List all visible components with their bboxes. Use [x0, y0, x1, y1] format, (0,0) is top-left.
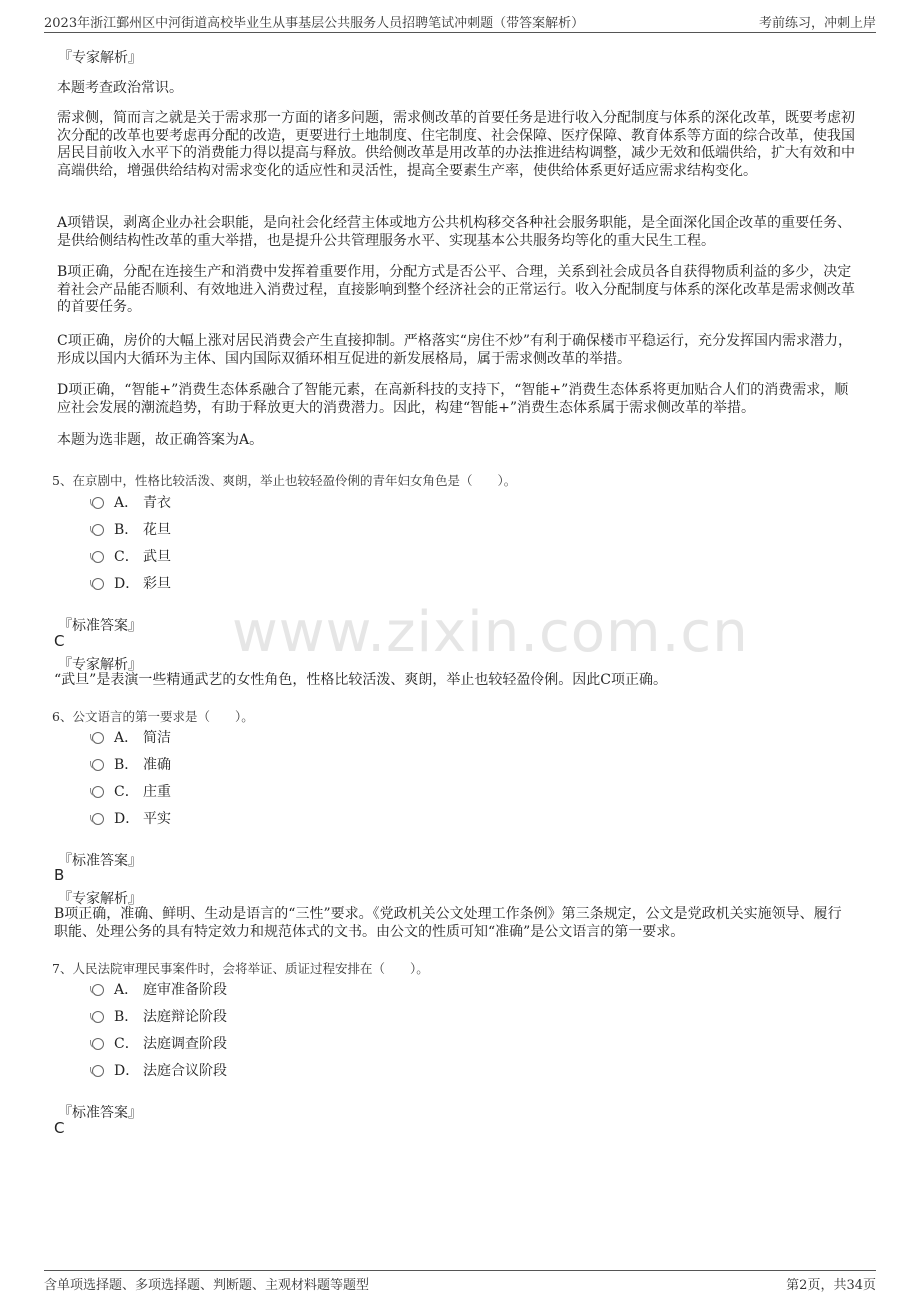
option-letter: C．: [114, 549, 139, 565]
option-text: 法庭调查阶段: [143, 1036, 227, 1052]
option-text: 简洁: [143, 730, 171, 746]
radio-icon[interactable]: [92, 497, 104, 509]
analysis-paragraph: B项正确，分配在连接生产和消费中发挥着重要作用，分配方式是否公平、合理，关系到社会成员各自获得物质利益的多少，决定着社会产品能否顺利、有效地进入消费过程，直接影响到整个经济社会的正常运行。收入分配制度与体系的深化改革是需求侧改革的首要任务。: [57, 264, 855, 315]
option-text: 庄重: [143, 784, 171, 800]
option-letter: B．: [114, 757, 139, 773]
option-letter: B．: [114, 522, 139, 538]
standard-answer: C: [54, 632, 65, 650]
option-letter: A．: [114, 730, 139, 746]
option-text: 花旦: [143, 522, 171, 538]
page-footer: [44, 1270, 876, 1295]
page-header: [44, 10, 876, 33]
question-7-stem: 7、人民法院审理民事案件时，会将举证、质证过程安排在（ ）。: [52, 961, 429, 976]
page-number: 第2页，共34页: [786, 1278, 876, 1293]
option-text: 武旦: [143, 549, 171, 565]
analysis-paragraph: 需求侧，简而言之就是关于需求那一方面的诸多问题，需求侧改革的首要任务是进行收入分配制度与体系的深化改革，既要考虑初次分配的改革也要考虑再分配的改造，更要进行土地制度、住宅制度、社会保障、医疗保障、教育体系等方面的综合改革，使我国居民目前收入水平下的消费能力得以提高与释放。供给侧改革是用改革的办法推进结构调整，减少无效和低端供给，扩大有效和中高端供给，增强供给结构对需求变化的适应性和灵活性，提高全要素生产率，使供给体系更好适应需求结构变化。: [57, 110, 855, 179]
standard-answer: B: [54, 866, 65, 884]
radio-icon[interactable]: [92, 551, 104, 563]
radio-icon[interactable]: [92, 578, 104, 590]
header-tagline: 考前练习，冲刺上岸: [758, 16, 876, 31]
expert-analysis-label: 『专家解析』: [58, 891, 142, 907]
option-text: 法庭辩论阶段: [143, 1009, 227, 1025]
option-letter: D．: [114, 811, 140, 827]
radio-icon[interactable]: [92, 813, 104, 825]
option-letter: C．: [114, 1036, 139, 1052]
radio-icon[interactable]: [92, 524, 104, 536]
radio-icon[interactable]: [92, 1038, 104, 1050]
radio-icon[interactable]: [92, 786, 104, 798]
option-letter: A．: [114, 495, 139, 511]
standard-answer: C: [54, 1119, 65, 1137]
radio-icon[interactable]: [92, 984, 104, 996]
standard-answer-label: 『标准答案』: [58, 853, 142, 869]
option-letter: C．: [114, 784, 139, 800]
radio-icon[interactable]: [92, 732, 104, 744]
radio-icon[interactable]: [92, 1065, 104, 1077]
option-text: 平实: [143, 811, 171, 827]
question-5-stem: 5、在京剧中，性格比较活泼、爽朗，举止也较轻盈伶俐的青年妇女角色是（ ）。: [52, 473, 517, 488]
option-letter: A．: [114, 982, 139, 998]
expert-analysis-label: 『专家解析』: [58, 50, 142, 66]
document-title: 2023年浙江鄞州区中河街道高校毕业生从事基层公共服务人员招聘笔试冲刺题（带答案解析）: [44, 16, 585, 31]
standard-answer-label: 『标准答案』: [58, 618, 142, 634]
question-6-stem: 6、公文语言的第一要求是（ ）。: [52, 709, 254, 724]
analysis-conclusion: 本题为选非题，故正确答案为A。: [57, 432, 264, 448]
radio-icon[interactable]: [92, 759, 104, 771]
option-text: 青衣: [143, 495, 171, 511]
option-text: 彩旦: [143, 576, 171, 592]
option-letter: D．: [114, 576, 140, 592]
option-text: 法庭合议阶段: [143, 1063, 227, 1079]
analysis-paragraph: 本题考查政治常识。: [57, 80, 183, 96]
option-letter: D．: [114, 1063, 140, 1079]
analysis-paragraph: “武旦”是表演一些精通武艺的女性角色，性格比较活泼、爽朗，举止也较轻盈伶俐。因此C项正确。: [54, 672, 668, 688]
expert-analysis-label: 『专家解析』: [58, 657, 142, 673]
watermark: www.zixin.com.cn: [232, 600, 749, 665]
option-text: 准确: [143, 757, 171, 773]
question-types-note: 含单项选择题、多项选择题、判断题、主观材料题等题型: [44, 1278, 370, 1293]
analysis-paragraph: C项正确，房价的大幅上涨对居民消费会产生直接抑制。严格落实“房住不炒”有利于确保楼市平稳运行，充分发挥国内需求潜力，形成以国内大循环为主体、国内国际双循环相互促进的新发展格局，属于需求侧改革的举措。: [57, 333, 853, 367]
option-text: 庭审准备阶段: [143, 982, 227, 998]
standard-answer-label: 『标准答案』: [58, 1105, 142, 1121]
option-letter: B．: [114, 1009, 139, 1025]
radio-icon[interactable]: [92, 1011, 104, 1023]
analysis-paragraph: D项正确，“智能+”消费生态体系融合了智能元素，在高新科技的支持下，“智能+”消费生态体系将更加贴合人们的消费需求，顺应社会发展的潮流趋势，有助于释放更大的消费潜力。因此，构建“智能+”消费生态体系属于需求侧改革的举措。: [57, 382, 849, 416]
analysis-paragraph: A项错误，剥离企业办社会职能，是向社会化经营主体或地方公共机构移交各种社会服务职能，是全面深化国企改革的重要任务、是供给侧结构性改革的重大举措，也是提升公共管理服务水平、实现基本公共服务均等化的重大民生工程。: [57, 215, 852, 249]
analysis-paragraph: B项正确，准确、鲜明、生动是语言的“三性”要求。《党政机关公文处理工作条例》第三条规定，公文是党政机关实施领导、履行职能、处理公务的具有特定效力和规范体式的文书。由公文的性质可知“准确”是公文语言的第一要求。: [54, 906, 842, 940]
